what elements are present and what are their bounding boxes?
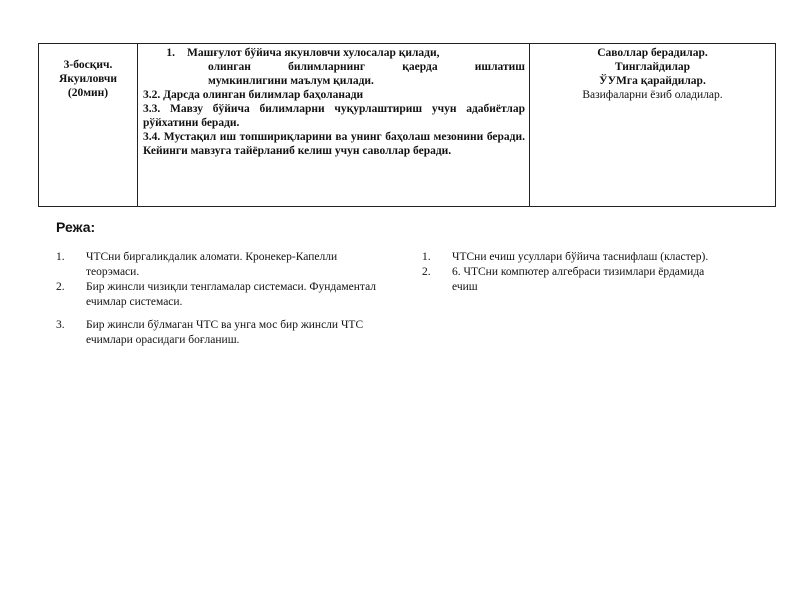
stage-cell	[39, 44, 138, 207]
teacher-item-1-line-1: Машғулот бўйича якунловчи хулосалар қилади,	[187, 47, 440, 59]
list-item-number: 2.	[56, 281, 65, 293]
list-item-number: 1.	[56, 251, 65, 263]
plan-heading: Режа:	[56, 219, 96, 235]
stage-title: 3-босқич.	[63, 59, 113, 71]
list-item-number: 1.	[422, 251, 431, 263]
teacher-activity-cell	[138, 44, 530, 207]
teacher-item-1-line-2: олинган билимларнинг қаерда ишлатиш	[208, 61, 525, 73]
student-line-4: Вазифаларни ёзиб оладилар.	[582, 89, 723, 101]
list-item	[56, 280, 386, 310]
list-item	[56, 250, 386, 280]
list-item-text: ЧТСни ечиш усуллари бўйича таснифлаш (кластер).	[452, 251, 709, 263]
list-item-number: 3.	[56, 319, 65, 331]
list-item-text: Бир жинсли бўлмаган ЧТС ва унга мос бир жинсли ЧТС ечимлари орасидаги боғланиш.	[86, 319, 364, 346]
teacher-item-1-number: 1.	[166, 47, 175, 59]
student-line-3: ЎУМга қарайдилар.	[599, 75, 706, 87]
list-item	[422, 265, 722, 295]
teacher-item-1-line-3: мумкинлигини маълум қилади.	[208, 75, 374, 87]
student-line-2: Тинглайдилар	[614, 61, 691, 73]
list-item	[56, 318, 386, 348]
stage-name: Якуиловчи	[59, 73, 117, 85]
table-row	[39, 44, 776, 207]
list-item-number: 2.	[422, 266, 431, 278]
teacher-item-2: 3.2. Дарсда олинган билимлар баҳоланади	[143, 89, 364, 101]
lesson-stage-table	[38, 43, 776, 207]
list-item-text: Бир жинсли чизиқли тенгламалар системаси. Фундаментал ечимлар системаси.	[86, 281, 377, 308]
teacher-item-1	[143, 46, 525, 60]
plan-list-left	[56, 250, 386, 348]
list-item	[422, 250, 722, 265]
student-activity-cell	[530, 44, 776, 207]
teacher-item-3: 3.3. Мавзу бўйича билимларни чуқурлаштириш учун адабиётлар рўйхатини беради.	[143, 103, 525, 129]
student-line-1: Саволлар берадилар.	[597, 47, 708, 59]
list-item-text: 6. ЧТСни компютер алгебраси тизимлари ёрдамида ечиш	[452, 266, 705, 293]
stage-duration: (20мин)	[67, 87, 109, 99]
plan-list-right	[422, 250, 722, 295]
list-item-text: ЧТСни биргаликдалик аломати. Кронекер-Капелли теорэмаси.	[86, 251, 338, 278]
teacher-item-4: 3.4. Мустақил иш топшириқларини ва унинг баҳолаш мезонини беради. Кейинги мавзуга тайёрланиб келиш учун саволлар беради.	[143, 131, 525, 157]
